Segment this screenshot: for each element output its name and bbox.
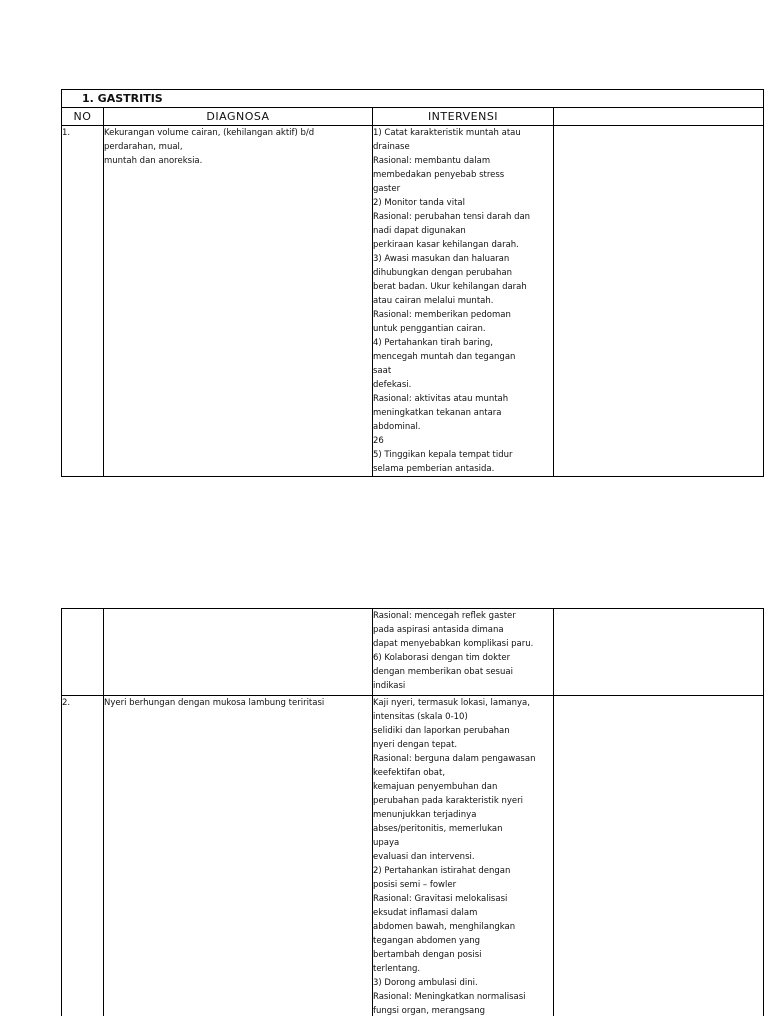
care-plan-table-part-2 [61,608,764,1019]
intervensi-line: mencegah muntah dan tegangan [373,352,516,362]
intervensi-line: keefektifan obat, [373,768,446,778]
intervensi-line: perkiraan kasar kehilangan darah. [373,240,519,250]
intervensi-line: kemajuan penyembuhan dan [373,782,498,792]
header-no: NO [62,108,104,126]
section-title-cell [62,90,764,108]
intervensi-line: meningkatkan tekanan antara [373,408,502,418]
intervensi-line: tegangan abdomen yang [373,936,481,946]
intervensi-line: saat [373,366,392,376]
intervensi-line: dapat menyebabkan komplikasi paru. [373,639,534,649]
intervensi-line: nyeri dengan tepat. [373,740,458,750]
intervensi-line: 3) Awasi masukan dan haluaran [373,254,510,264]
intervensi-line: Kaji nyeri, termasuk lokasi, lamanya, [373,698,530,708]
intervensi-line: selama pemberian antasida. [373,464,495,474]
intervensi-line: bertambah dengan posisi [373,950,482,960]
diagnosa-line: muntah dan anoreksia. [104,156,203,166]
section-title: 1. GASTRITIS [82,92,163,105]
row-number [62,609,104,696]
intervensi-line: eksudat inflamasi dalam [373,908,478,918]
intervensi-line: Rasional: aktivitas atau muntah [373,394,509,404]
intervensi-line: 4) Pertahankan tirah baring, [373,338,494,348]
diagnosa-cell [104,609,373,696]
intervensi-line: Rasional: memberikan pedoman [373,310,511,320]
page-bottom-edge [0,1016,768,1024]
diagnosa-line: Kekurangan volume cairan, (kehilangan aktif) b/d [104,128,315,138]
table-row [62,609,764,696]
intervensi-line: membedakan penyebab stress [373,170,505,180]
intervensi-line: terlentang. [373,964,421,974]
care-plan-table-part-1 [61,89,764,477]
intervensi-line: untuk penggantian cairan. [373,324,486,334]
row-number: 1. [62,126,104,477]
intervensi-line: abdominal. [373,422,421,432]
intervensi-line: atau cairan melalui muntah. [373,296,494,306]
intervensi-line: perubahan pada karakteristik nyeri [373,796,523,806]
intervensi-line: defekasi. [373,380,412,390]
header-intervensi: INTERVENSI [373,108,554,126]
intervensi-line: Rasional: membantu dalam [373,156,491,166]
intervensi-line: indikasi [373,681,406,691]
intervensi-line: 3) Dorong ambulasi dini. [373,978,478,988]
intervensi-line: fungsi organ, merangsang [373,1006,486,1016]
intervensi-line: berat badan. Ukur kehilangan darah [373,282,527,292]
diagnosa-line: perdarahan, mual, [104,142,183,152]
diagnosa-line: Nyeri berhungan dengan mukosa lambung teriritasi [104,698,325,708]
row-number: 2. [62,696,104,1019]
intervensi-line: intensitas (skala 0-10) [373,712,468,722]
intervensi-line: pada aspirasi antasida dimana [373,625,504,635]
table-row [62,696,764,1019]
intervensi-line: dengan memberikan obat sesuai [373,667,513,677]
diagnosa-cell [104,126,373,477]
intervensi-line: 2) Monitor tanda vital [373,198,465,208]
intervensi-line: 1) Catat karakteristik muntah atau [373,128,521,138]
page-number: 26 [373,436,384,446]
intervensi-line: Rasional: mencegah reflek gaster [373,611,516,621]
extra-cell [554,609,764,696]
intervensi-line: evaluasi dan intervensi. [373,852,475,862]
intervensi-line: Rasional: Meningkatkan normalisasi [373,992,526,1002]
intervensi-line: abdomen bawah, menghilangkan [373,922,516,932]
intervensi-line: selidiki dan laporkan perubahan [373,726,510,736]
header-diagnosa: DIAGNOSA [104,108,373,126]
intervensi-line: upaya [373,838,400,848]
extra-cell [554,696,764,1019]
intervensi-line: gaster [373,184,401,194]
diagnosa-cell [104,696,373,1019]
header-extra [554,108,764,126]
intervensi-line: menunjukkan terjadinya [373,810,477,820]
intervensi-line: Rasional: perubahan tensi darah dan [373,212,531,222]
intervensi-line: 2) Pertahankan istirahat dengan [373,866,511,876]
intervensi-line: drainase [373,142,410,152]
intervensi-line: 6) Kolaborasi dengan tim dokter [373,653,511,663]
intervensi-line: Rasional: berguna dalam pengawasan [373,754,536,764]
intervensi-line: posisi semi – fowler [373,880,457,890]
intervensi-cell [373,696,554,1019]
intervensi-cell [373,126,554,477]
intervensi-line: dihubungkan dengan perubahan [373,268,512,278]
intervensi-line: abses/peritonitis, memerlukan [373,824,503,834]
intervensi-line: 5) Tinggikan kepala tempat tidur [373,450,513,460]
table-row [62,126,764,477]
intervensi-cell [373,609,554,696]
extra-cell [554,126,764,477]
intervensi-line: Rasional: Gravitasi melokalisasi [373,894,508,904]
header-row [62,108,764,126]
intervensi-line: nadi dapat digunakan [373,226,466,236]
